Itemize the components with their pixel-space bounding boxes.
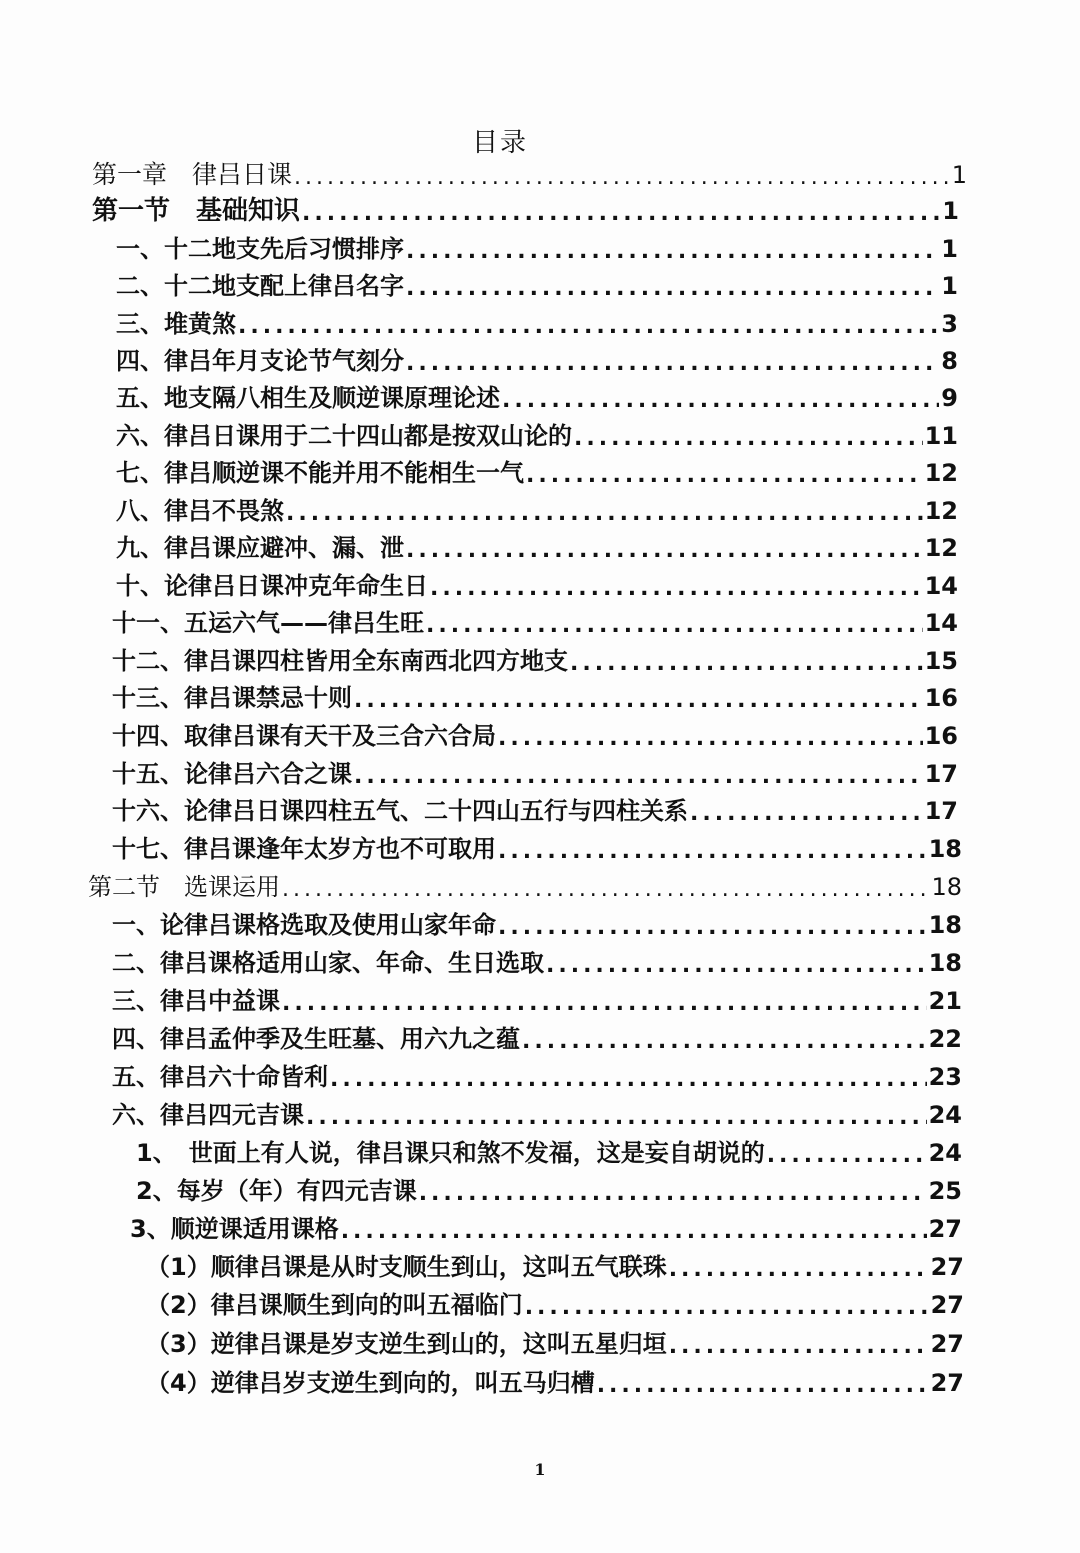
leader-dots [430, 569, 923, 603]
toc-entry-label: 五、地支隔八相生及顺逆课原理论述 [116, 384, 500, 412]
toc-entry-page: 17 [924, 797, 958, 825]
toc-entry-page: 27 [930, 1291, 964, 1319]
toc-entry [112, 606, 958, 640]
toc-entry-page: 27 [930, 1330, 964, 1358]
leader-dots [286, 494, 923, 528]
leader-dots [525, 1288, 929, 1322]
toc-entry-label: 七、律吕顺逆课不能并用不能相生一气 [116, 459, 524, 487]
toc-entry-page: 16 [924, 684, 958, 712]
toc-entry [112, 984, 962, 1018]
toc-entry-page: 15 [924, 647, 958, 675]
toc-entry-label: （2）律吕课顺生到向的叫五福临门 [146, 1291, 523, 1319]
toc-entry [112, 644, 958, 678]
leader-dots [690, 794, 923, 828]
toc-entry-label: 十五、论律吕六合之课 [112, 760, 352, 788]
leader-dots [498, 719, 923, 753]
toc-entry-label: 1、 世面上有人说，律吕课只和煞不发福，这是妄自胡说的 [136, 1139, 765, 1167]
toc-entry-page: 18 [931, 873, 962, 901]
leader-dots [419, 1174, 927, 1208]
page-number-footer: 1 [534, 1460, 546, 1479]
toc-entry-page: 18 [928, 911, 962, 939]
toc-entry-page: 27 [930, 1253, 964, 1281]
leader-dots [354, 757, 923, 791]
toc-entry-page: 8 [941, 347, 958, 375]
toc-entry-label: 十三、律吕课禁忌十则 [112, 684, 352, 712]
leader-dots [570, 644, 923, 678]
toc-entry-page: 22 [928, 1025, 962, 1053]
toc-entry-page: 16 [924, 722, 958, 750]
toc-entry [116, 494, 958, 528]
toc-entry [116, 232, 958, 266]
leader-dots [406, 531, 923, 565]
leader-dots [522, 1022, 927, 1056]
toc-entry-section-2 [88, 870, 962, 904]
leader-dots [767, 1136, 927, 1170]
toc-entry [116, 531, 958, 565]
toc-entry-chapter-1 [92, 158, 967, 192]
leader-dots [426, 606, 923, 640]
toc-entry [116, 269, 958, 303]
toc-entry-page: 21 [928, 987, 962, 1015]
toc-entry-page: 9 [941, 384, 958, 412]
toc-entry-label: 二、十二地支配上律吕名字 [116, 272, 404, 300]
toc-title: 目录 [471, 128, 528, 158]
leader-dots [341, 1212, 927, 1246]
toc-entry-label: 一、论律吕课格选取及使用山家年命 [112, 911, 496, 939]
toc-entry [112, 794, 958, 828]
toc-entry-label: （1）顺律吕课是从时支顺生到山，这叫五气联珠 [146, 1253, 667, 1281]
leader-dots [282, 870, 929, 904]
toc-entry [146, 1327, 964, 1361]
toc-entry-page: 1 [942, 197, 959, 225]
toc-entry [112, 1022, 962, 1056]
toc-entry-page: 24 [928, 1101, 962, 1129]
leader-dots [498, 832, 927, 866]
toc-entry-label: 第一节 基础知识 [92, 196, 301, 226]
toc-entry [112, 832, 962, 866]
toc-entry-label: 十一、五运六气——律吕生旺 [112, 609, 424, 637]
toc-entry [116, 381, 958, 415]
leader-dots [294, 158, 950, 192]
toc-entry-label: 第一章 律吕日课 [92, 160, 293, 189]
toc-entry [146, 1366, 964, 1400]
leader-dots [574, 419, 923, 453]
toc-entry-label: （4）逆律吕岁支逆生到向的，叫五马归槽 [146, 1369, 595, 1397]
toc-entry-page: 24 [928, 1139, 962, 1167]
leader-dots [238, 307, 939, 341]
toc-entry-page: 18 [928, 835, 962, 863]
toc-entry-label: 九、律吕课应避冲、漏、泄 [116, 534, 404, 562]
toc-entry-label: 十四、取律吕课有天干及三合六合局 [112, 722, 496, 750]
leader-dots [406, 269, 939, 303]
toc-entry-label: 十七、律吕课逢年太岁方也不可取用 [112, 835, 496, 863]
toc-entry [112, 681, 958, 715]
toc-entry-page: 17 [924, 760, 958, 788]
leader-dots [282, 984, 927, 1018]
toc-entry-page: 3 [941, 310, 958, 338]
toc-entry [116, 344, 958, 378]
toc-entry [136, 1174, 962, 1208]
leader-dots [330, 1060, 927, 1094]
toc-entry-page: 12 [924, 459, 958, 487]
leader-dots [597, 1366, 929, 1400]
toc-entry-page: 27 [930, 1369, 964, 1397]
toc-entry-page: 1 [951, 161, 967, 189]
leader-dots [498, 908, 927, 942]
toc-entry [116, 307, 958, 341]
toc-entry-label: 3、顺逆课适用课格 [130, 1215, 339, 1243]
toc-entry-page: 25 [928, 1177, 962, 1205]
toc-entry [112, 946, 962, 980]
toc-entry [116, 456, 958, 490]
toc-entry-label: （3）逆律吕课是岁支逆生到山的，这叫五星归垣 [146, 1330, 667, 1358]
toc-entry-label: 二、律吕课格适用山家、年命、生日选取 [112, 949, 544, 977]
leader-dots [406, 232, 939, 266]
toc-entry [112, 908, 962, 942]
toc-entry-page: 11 [924, 422, 958, 450]
leader-dots [354, 681, 923, 715]
leader-dots [502, 381, 939, 415]
toc-entry-label: 十二、律吕课四柱皆用全东南西北四方地支 [112, 647, 568, 675]
toc-entry-label: 2、每岁（年）有四元吉课 [136, 1177, 417, 1205]
toc-entry-label: 三、堆黄煞 [116, 310, 236, 338]
toc-entry [112, 757, 958, 791]
leader-dots [546, 946, 927, 980]
leader-dots [526, 456, 923, 490]
toc-entry [112, 1098, 962, 1132]
toc-entry-page: 1 [941, 235, 958, 263]
toc-entry-label: 一、十二地支先后习惯排序 [116, 235, 404, 263]
toc-entry [112, 719, 958, 753]
leader-dots [302, 194, 940, 228]
leader-dots [669, 1327, 929, 1361]
toc-entry [146, 1288, 964, 1322]
toc-entry-page: 1 [941, 272, 958, 300]
leader-dots [406, 344, 939, 378]
toc-entry [112, 1060, 962, 1094]
toc-entry-label: 四、律吕年月支论节气刻分 [116, 347, 404, 375]
toc-entry-label: 五、律吕六十命皆利 [112, 1063, 328, 1091]
toc-entry [130, 1212, 962, 1246]
toc-entry-page: 23 [928, 1063, 962, 1091]
toc-entry-label: 六、律吕日课用于二十四山都是按双山论的 [116, 422, 572, 450]
leader-dots [306, 1098, 927, 1132]
toc-entry-page: 14 [924, 609, 958, 637]
toc-entry-label: 三、律吕中益课 [112, 987, 280, 1015]
toc-entry [146, 1250, 964, 1284]
toc-entry-label: 四、律吕孟仲季及生旺墓、用六九之蕴 [112, 1025, 520, 1053]
toc-entry-page: 12 [924, 497, 958, 525]
toc-entry-section-1 [92, 194, 959, 228]
toc-entry [136, 1136, 962, 1170]
leader-dots [669, 1250, 929, 1284]
toc-entry-label: 十、论律吕日课冲克年命生日 [116, 572, 428, 600]
toc-entry-label: 第二节 选课运用 [88, 873, 280, 901]
toc-entry-page: 14 [924, 572, 958, 600]
toc-entry-page: 12 [924, 534, 958, 562]
toc-entry-label: 十六、论律吕日课四柱五气、二十四山五行与四柱关系 [112, 797, 688, 825]
toc-entry [116, 569, 958, 603]
toc-entry-page: 18 [928, 949, 962, 977]
toc-entry-label: 六、律吕四元吉课 [112, 1101, 304, 1129]
toc-entry [116, 419, 958, 453]
toc-entry-label: 八、律吕不畏煞 [116, 497, 284, 525]
toc-entry-page: 27 [928, 1215, 962, 1243]
